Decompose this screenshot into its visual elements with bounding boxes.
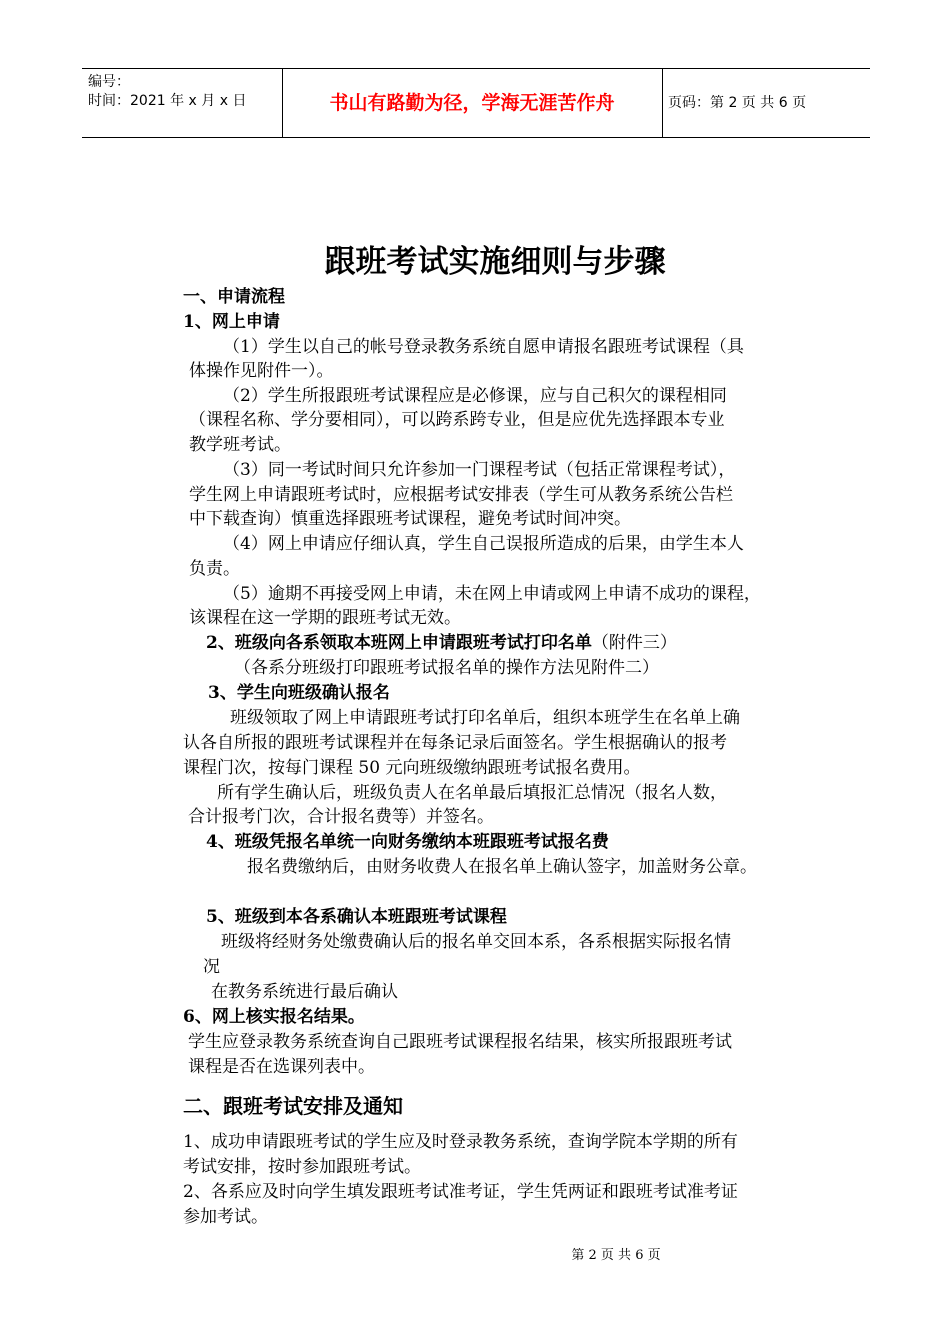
- header-motto: 书山有路勤为径，学海无涯苦作舟: [329, 92, 615, 114]
- paragraph-line: 课程是否在选课列表中。: [188, 1057, 375, 1077]
- step-heading-line: [206, 631, 677, 655]
- section-heading: 二、跟班考试安排及通知: [183, 1094, 403, 1118]
- paragraph-line: 在教务系统进行最后确认: [211, 982, 398, 1002]
- document-title: 跟班考试实施细则与步骤: [324, 244, 666, 280]
- paragraph-line: 体操作见附件一）。: [189, 361, 334, 381]
- step-heading: 6、网上核实报名结果。: [183, 1007, 365, 1027]
- paragraph-line: 2、各系应及时向学生填发跟班考试准考证，学生凭两证和跟班考试准考证: [183, 1182, 738, 1202]
- paragraph-line: 中下载查询）慎重选择跟班考试课程，避免考试时间冲突。: [189, 509, 631, 529]
- paragraph-line: 所有学生确认后，班级负责人在名单最后填报汇总情况（报名人数，: [217, 783, 727, 803]
- paragraph-line: 考试安排，按时参加跟班考试。: [183, 1157, 421, 1177]
- page-header: [82, 68, 870, 138]
- paragraph-line: 合计报考门次，合计报名费等）并签名。: [188, 807, 494, 827]
- header-page-info: 页码：第 2 页 共 6 页: [668, 95, 807, 111]
- step-note: （附件三）: [591, 633, 677, 653]
- paragraph-line: （各系分班级打印跟班考试报名单的操作方法见附件二）: [234, 658, 659, 678]
- section-heading: 一、申请流程: [183, 287, 285, 307]
- document-number-label: 编号：: [88, 74, 130, 90]
- paragraph-line: 参加考试。: [183, 1207, 268, 1227]
- paragraph-line: 课程门次，按每门课程 50 元向班级缴纳跟班考试报名费用。: [183, 758, 641, 778]
- paragraph-line: 该课程在这一学期的跟班考试无效。: [189, 608, 461, 628]
- paragraph-line: 报名费缴纳后，由财务收费人在报名单上确认签字，加盖财务公章。: [247, 857, 757, 877]
- paragraph-line: 况: [203, 957, 220, 977]
- paragraph-line: （3）同一考试时间只允许参加一门课程考试（包括正常课程考试），: [223, 460, 736, 480]
- paragraph-line: 班级领取了网上申请跟班考试打印名单后，组织本班学生在名单上确: [230, 708, 740, 728]
- paragraph-line: 教学班考试。: [189, 435, 291, 455]
- paragraph-line: 学生网上申请跟班考试时，应根据考试安排表（学生可从教务系统公告栏: [189, 485, 733, 505]
- document-date: 时间：2021 年 x 月 x 日: [88, 93, 247, 109]
- paragraph-line: 学生应登录教务系统查询自己跟班考试课程报名结果，核实所报跟班考试: [188, 1032, 732, 1052]
- paragraph-line: （4）网上申请应仔细认真，学生自己误报所造成的后果，由学生本人: [223, 534, 744, 554]
- step-heading: 5、班级到本各系确认本班跟班考试课程: [206, 907, 507, 927]
- paragraph-line: （1）学生以自己的帐号登录教务系统自愿申请报名跟班考试课程（具: [223, 337, 744, 357]
- paragraph-line: 负责。: [189, 559, 240, 579]
- paragraph-line: 班级将经财务处缴费确认后的报名单交回本系，各系根据实际报名情: [221, 932, 731, 952]
- step-heading: 4、班级凭报名单统一向财务缴纳本班跟班考试报名费: [206, 832, 609, 852]
- step-heading: 3、学生向班级确认报名: [208, 683, 390, 703]
- step-heading: 2、班级向各系领取本班网上申请跟班考试打印名单: [206, 633, 592, 653]
- header-meta: [82, 69, 282, 137]
- paragraph-line: （2）学生所报跟班考试课程应是必修课，应与自己积欠的课程相同: [223, 386, 727, 406]
- header-divider: [662, 69, 663, 137]
- paragraph-line: 认各自所报的跟班考试课程并在每条记录后面签名。学生根据确认的报考: [183, 733, 727, 753]
- paragraph-line: （课程名称、学分要相同），可以跨系跨专业，但是应优先选择跟本专业: [189, 410, 725, 430]
- step-heading: 1、网上申请: [183, 312, 280, 332]
- paragraph-line: （5）逾期不再接受网上申请，未在网上申请或网上申请不成功的课程，: [223, 584, 761, 604]
- paragraph-line: 1、成功申请跟班考试的学生应及时登录教务系统，查询学院本学期的所有: [183, 1132, 738, 1152]
- page-footer: 第 2 页 共 6 页: [571, 1248, 661, 1263]
